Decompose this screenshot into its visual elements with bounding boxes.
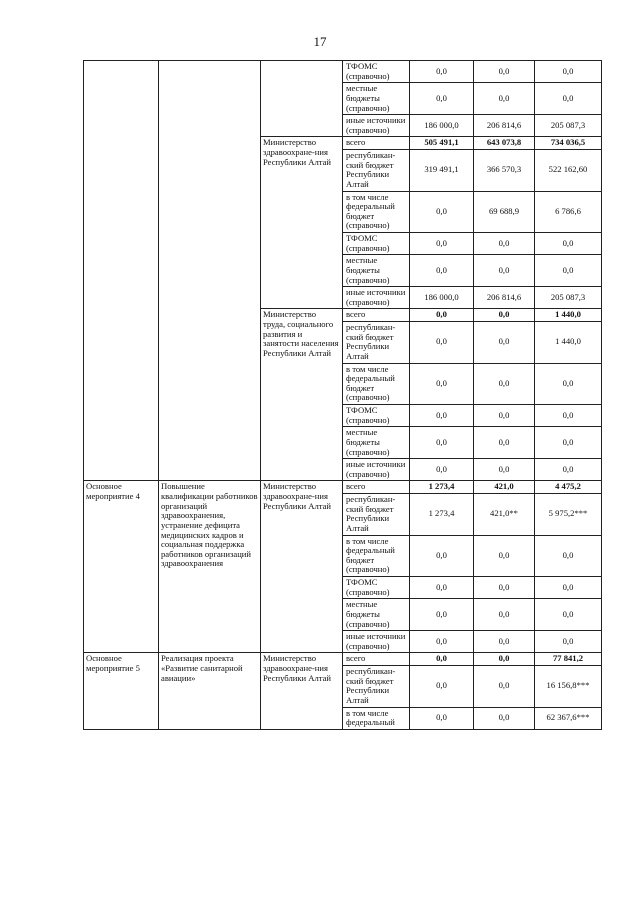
value-cell-2: 366 570,3 [474, 150, 535, 192]
value-cell-3: 1 440,0 [535, 322, 602, 364]
value-cell-3: 734 036,5 [535, 137, 602, 150]
value-cell-3: 62 367,6*** [535, 707, 602, 729]
funding-source-cell: всего [343, 653, 410, 666]
value-cell-1: 0,0 [410, 322, 474, 364]
executor-cell [261, 61, 343, 137]
value-cell-1: 0,0 [410, 363, 474, 405]
value-cell-1: 0,0 [410, 707, 474, 729]
value-cell-2: 0,0 [474, 666, 535, 708]
table-row [84, 481, 602, 494]
funding-source-cell: в том числе федеральный [343, 707, 410, 729]
page-number: 17 [313, 34, 327, 49]
value-cell-3: 1 440,0 [535, 309, 602, 322]
funding-source-cell: ТФОМС (справочно) [343, 233, 410, 255]
value-cell-1: 0,0 [410, 653, 474, 666]
value-cell-3: 0,0 [535, 405, 602, 427]
funding-source-cell: республикан-ский бюджет Республики Алтай [343, 494, 410, 536]
funding-source-cell: местные бюджеты (справочно) [343, 427, 410, 459]
executor-cell: Министерство труда, социального развития и занятости населения Республики Алтай [261, 309, 343, 481]
funding-source-cell: иные источники (справочно) [343, 459, 410, 481]
value-cell-2: 0,0 [474, 322, 535, 364]
value-cell-3: 0,0 [535, 255, 602, 287]
value-cell-1: 0,0 [410, 61, 474, 83]
budget-table-body [84, 61, 602, 730]
value-cell-1: 505 491,1 [410, 137, 474, 150]
funding-source-cell: ТФОМС (справочно) [343, 405, 410, 427]
value-cell-1: 0,0 [410, 599, 474, 631]
value-cell-1: 0,0 [410, 535, 474, 577]
value-cell-3: 0,0 [535, 577, 602, 599]
value-cell-2: 0,0 [474, 427, 535, 459]
executor-cell: Министерство здравоохране-ния Республики Алтай [261, 653, 343, 729]
executor-cell: Министерство здравоохране-ния Республики Алтай [261, 137, 343, 309]
value-cell-1: 1 273,4 [410, 481, 474, 494]
funding-source-cell: в том числе федеральный бюджет (справочно) [343, 191, 410, 233]
value-cell-1: 1 273,4 [410, 494, 474, 536]
funding-source-cell: ТФОМС (справочно) [343, 577, 410, 599]
value-cell-2: 0,0 [474, 459, 535, 481]
value-cell-2: 206 814,6 [474, 115, 535, 137]
description-cell: Повышение квалификации работников организаций здравоохранения, устранение дефицита медицинских кадров и социальная поддержка работников организаций здравоохранения [159, 481, 261, 653]
activity-cell: Основное мероприятие 4 [84, 481, 159, 653]
value-cell-3: 205 087,3 [535, 287, 602, 309]
funding-source-cell: в том числе федеральный бюджет (справочно) [343, 535, 410, 577]
value-cell-1: 0,0 [410, 255, 474, 287]
activity-cell: Основное мероприятие 5 [84, 653, 159, 729]
value-cell-3: 77 841,2 [535, 653, 602, 666]
value-cell-2: 0,0 [474, 83, 535, 115]
value-cell-2: 0,0 [474, 631, 535, 653]
funding-source-cell: иные источники (справочно) [343, 631, 410, 653]
value-cell-2: 0,0 [474, 535, 535, 577]
value-cell-1: 186 000,0 [410, 287, 474, 309]
value-cell-2: 0,0 [474, 577, 535, 599]
value-cell-2: 0,0 [474, 309, 535, 322]
value-cell-1: 0,0 [410, 427, 474, 459]
value-cell-3: 6 786,6 [535, 191, 602, 233]
value-cell-2: 69 688,9 [474, 191, 535, 233]
funding-source-cell: иные источники (справочно) [343, 287, 410, 309]
table-row [84, 653, 602, 666]
funding-source-cell: республикан-ский бюджет Республики Алтай [343, 666, 410, 708]
value-cell-2: 206 814,6 [474, 287, 535, 309]
funding-source-cell: всего [343, 309, 410, 322]
value-cell-2: 0,0 [474, 599, 535, 631]
value-cell-2: 0,0 [474, 61, 535, 83]
value-cell-3: 522 162,60 [535, 150, 602, 192]
executor-cell: Министерство здравоохране-ния Республики Алтай [261, 481, 343, 653]
value-cell-2: 0,0 [474, 363, 535, 405]
value-cell-3: 0,0 [535, 631, 602, 653]
value-cell-2: 0,0 [474, 233, 535, 255]
value-cell-3: 0,0 [535, 599, 602, 631]
value-cell-2: 421,0** [474, 494, 535, 536]
funding-source-cell: ТФОМС (справочно) [343, 61, 410, 83]
value-cell-3: 16 156,8*** [535, 666, 602, 708]
value-cell-3: 205 087,3 [535, 115, 602, 137]
table-row [84, 61, 602, 83]
value-cell-1: 0,0 [410, 459, 474, 481]
description-cell: Реализация проекта «Развитие санитарной авиации» [159, 653, 261, 729]
value-cell-3: 0,0 [535, 535, 602, 577]
value-cell-1: 0,0 [410, 577, 474, 599]
value-cell-1: 186 000,0 [410, 115, 474, 137]
value-cell-3: 0,0 [535, 233, 602, 255]
description-cell [159, 61, 261, 481]
value-cell-3: 5 975,2*** [535, 494, 602, 536]
value-cell-3: 0,0 [535, 61, 602, 83]
value-cell-1: 0,0 [410, 666, 474, 708]
value-cell-2: 643 073,8 [474, 137, 535, 150]
funding-source-cell: республикан-ский бюджет Республики Алтай [343, 150, 410, 192]
value-cell-1: 0,0 [410, 631, 474, 653]
funding-source-cell: иные источники (справочно) [343, 115, 410, 137]
funding-source-cell: в том числе федеральный бюджет (справочно) [343, 363, 410, 405]
value-cell-1: 319 491,1 [410, 150, 474, 192]
value-cell-2: 0,0 [474, 405, 535, 427]
value-cell-1: 0,0 [410, 83, 474, 115]
value-cell-1: 0,0 [410, 191, 474, 233]
funding-source-cell: местные бюджеты (справочно) [343, 83, 410, 115]
value-cell-3: 0,0 [535, 427, 602, 459]
value-cell-2: 0,0 [474, 653, 535, 666]
activity-cell [84, 61, 159, 481]
value-cell-3: 4 475,2 [535, 481, 602, 494]
funding-source-cell: местные бюджеты (справочно) [343, 255, 410, 287]
value-cell-3: 0,0 [535, 459, 602, 481]
value-cell-1: 0,0 [410, 309, 474, 322]
funding-source-cell: всего [343, 481, 410, 494]
funding-source-cell: республикан-ский бюджет Республики Алтай [343, 322, 410, 364]
funding-source-cell: всего [343, 137, 410, 150]
value-cell-2: 421,0 [474, 481, 535, 494]
value-cell-2: 0,0 [474, 707, 535, 729]
value-cell-3: 0,0 [535, 363, 602, 405]
value-cell-1: 0,0 [410, 233, 474, 255]
value-cell-2: 0,0 [474, 255, 535, 287]
funding-source-cell: местные бюджеты (справочно) [343, 599, 410, 631]
value-cell-1: 0,0 [410, 405, 474, 427]
value-cell-3: 0,0 [535, 83, 602, 115]
budget-table [83, 60, 602, 730]
